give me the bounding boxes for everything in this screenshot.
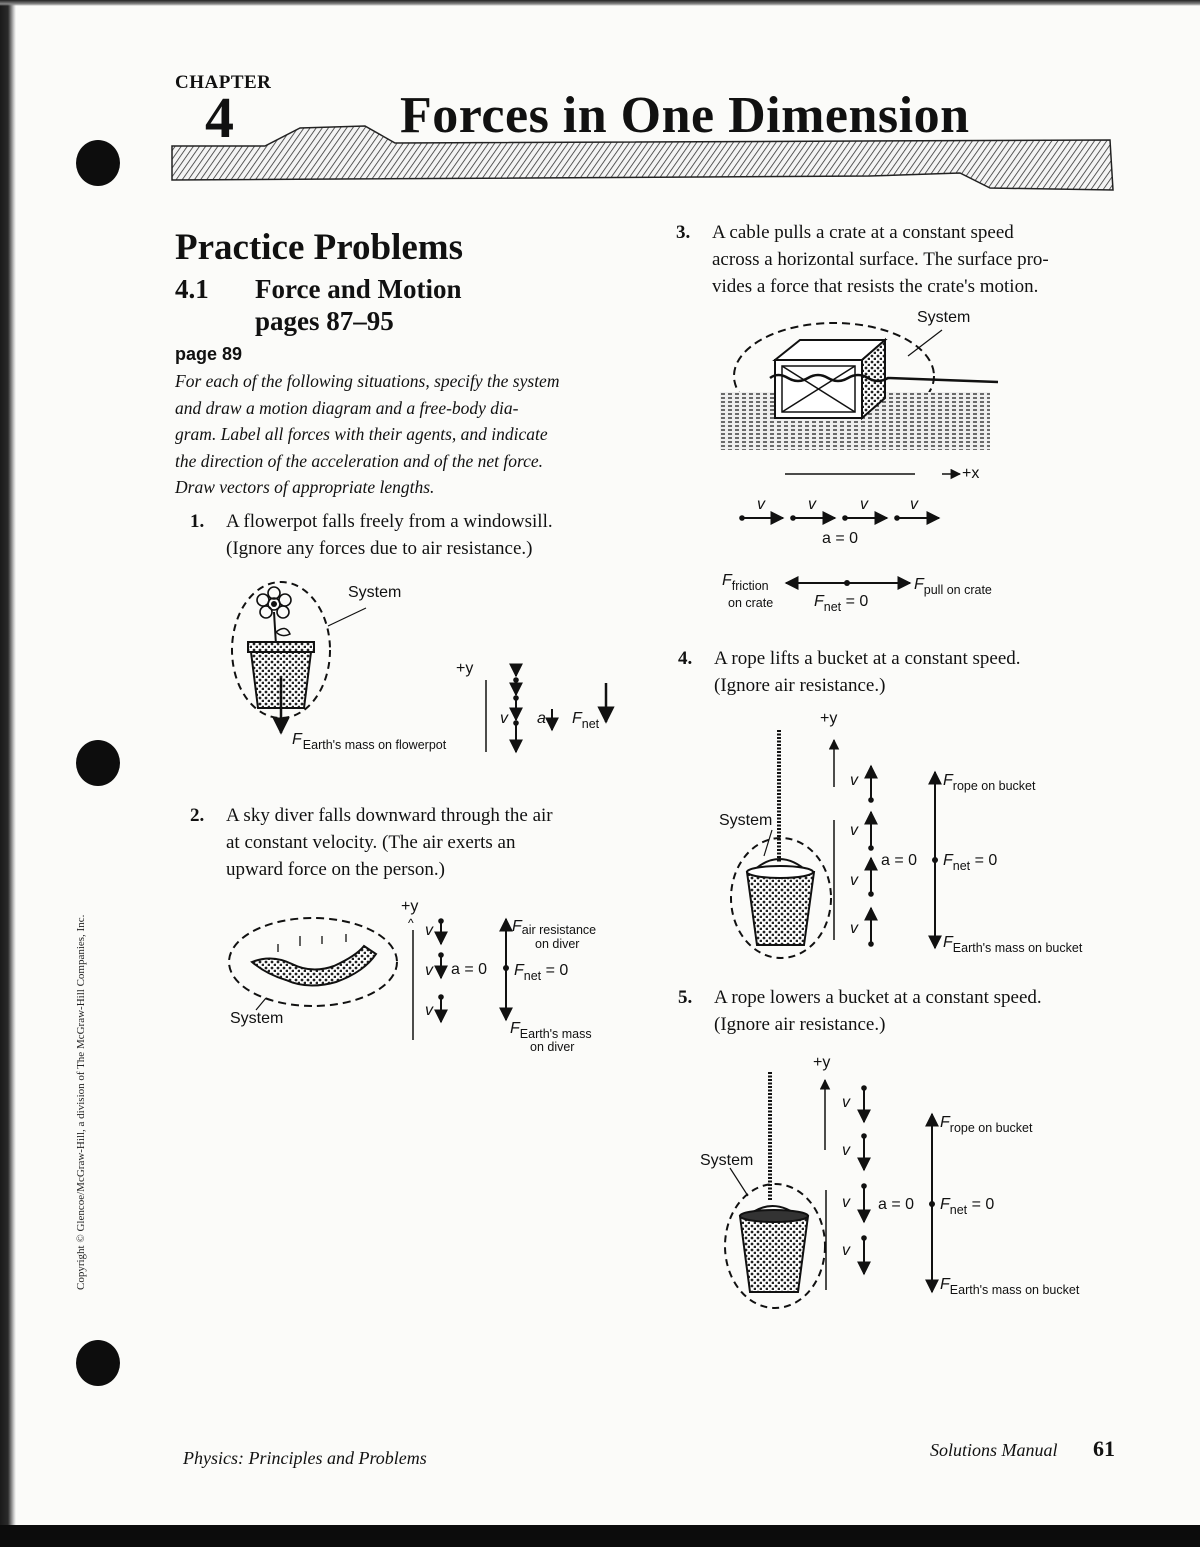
force-subscript: pull on crate [923, 583, 992, 597]
figure-5-bucket-lower [725, 1072, 935, 1308]
velocity-label: v [850, 822, 858, 839]
svg-text:^: ^ [408, 916, 414, 930]
section-title: Force and Motion [255, 274, 462, 304]
system-leader-line [256, 998, 266, 1010]
net-force-label [572, 710, 600, 731]
force-equation: = 0 [541, 962, 569, 979]
velocity-label: v [850, 872, 858, 889]
problem-line: A flowerpot falls freely from a windowsill. [226, 511, 553, 532]
force-air-label [512, 918, 596, 936]
force-earth-label [510, 1020, 592, 1041]
problem-line: A rope lowers a bucket at a constant speed. [714, 987, 1042, 1008]
motion-diagram [513, 665, 519, 752]
force-rope-label [943, 772, 1036, 793]
force-equation: = 0 [841, 593, 869, 610]
instructions-line: the direction of the acceleration and of the net force. [175, 450, 544, 471]
force-symbol: F [514, 962, 524, 979]
force-subscript: rope on bucket [952, 779, 1036, 793]
plus-x-label: +x [962, 465, 980, 482]
velocity-label: v [842, 1194, 850, 1211]
system-leader-line [908, 330, 942, 356]
force-subscript: Earth's mass on bucket [952, 941, 1083, 955]
instructions-line: and draw a motion diagram and a free-body dia- [175, 397, 519, 418]
instructions-line: For each of the following situations, specify the system [175, 371, 560, 391]
motion-diagram [739, 515, 939, 521]
force-earth-label [940, 1276, 1080, 1297]
force-symbol: F [943, 934, 953, 951]
force-subscript: Earth's mass [519, 1027, 592, 1041]
force-subscript: Earth's mass on bucket [949, 1283, 1080, 1297]
force-symbol: F [722, 572, 732, 589]
problem-number: 4. [678, 648, 693, 669]
acceleration-label: a = 0 [881, 852, 918, 869]
motion-diagram [438, 918, 444, 1022]
problem-line: (Ignore any forces due to air resistance.) [226, 538, 533, 559]
chapter-label: CHAPTER [175, 72, 272, 93]
force-symbol: F [940, 1114, 950, 1131]
acceleration-label: a [537, 710, 546, 727]
footer-book-title: Physics: Principles and Problems [183, 1448, 427, 1468]
plus-y-label: +y [456, 660, 474, 677]
velocity-label: v [842, 1142, 850, 1159]
force-symbol: F [510, 1020, 520, 1037]
figure-1-flowerpot [232, 582, 606, 752]
force-symbol: F [940, 1196, 950, 1213]
net-force-label [940, 1196, 995, 1217]
force-earth-label [943, 934, 1083, 955]
force-symbol: F [292, 731, 302, 748]
motion-diagram [861, 1085, 867, 1274]
force-friction-label [722, 572, 769, 593]
problem-number: 2. [190, 805, 205, 826]
figure-4-bucket-lift [731, 730, 938, 958]
problem-number: 1. [190, 511, 205, 532]
force-symbol: F [943, 772, 953, 789]
system-leader-line [730, 1168, 748, 1196]
force-equation: = 0 [970, 852, 998, 869]
force-subscript: net [952, 859, 971, 873]
force-subscript: friction [731, 579, 769, 593]
skydiver-icon [252, 946, 376, 986]
problem-number: 3. [676, 222, 691, 243]
velocity-label: v [425, 922, 433, 939]
force-symbol: F [940, 1276, 950, 1293]
system-label: System [348, 584, 402, 601]
net-force-label [814, 593, 869, 614]
system-label: System [917, 309, 971, 326]
force-pull-label [914, 576, 992, 597]
problem-number: 5. [678, 987, 693, 1008]
problem-line: at constant velocity. (The air exerts an [226, 832, 516, 853]
force-subscript: net [581, 717, 600, 731]
bucket-icon [747, 872, 814, 945]
system-leader-line [764, 830, 772, 856]
velocity-label: v [850, 920, 858, 937]
page-reference: page 89 [175, 344, 243, 364]
force-symbol: F [512, 918, 522, 935]
problem-line: (Ignore air resistance.) [714, 675, 886, 696]
problem-line: A sky diver falls downward through the air [226, 805, 553, 826]
velocity-label: v [842, 1094, 850, 1111]
figure-3-crate [720, 323, 998, 586]
problem-line: vides a force that resists the crate's motion. [712, 276, 1039, 297]
chapter-title: Forces in One Dimension [400, 87, 970, 144]
force-subscript: net [823, 600, 842, 614]
problem-line: (Ignore air resistance.) [714, 1014, 886, 1035]
velocity-label: v [860, 496, 868, 513]
force-subscript: rope on bucket [949, 1121, 1033, 1135]
velocity-label: v [910, 496, 918, 513]
force-subscript: net [949, 1203, 968, 1217]
system-leader-line [328, 608, 366, 626]
force-subscript-line2: on crate [728, 596, 774, 610]
velocity-label: v [850, 772, 858, 789]
velocity-label: v [425, 962, 433, 979]
bucket-icon [740, 1216, 808, 1292]
force-symbol: F [814, 593, 824, 610]
flower-icon [257, 587, 291, 645]
chapter-number: 4 [205, 85, 234, 150]
copyright-notice: Copyright © Glencoe/McGraw-Hill, a division of The McGraw-Hill Companies, Inc. [75, 914, 87, 1290]
force-equation: = 0 [967, 1196, 995, 1213]
page-number: 61 [1093, 1436, 1115, 1461]
acceleration-label: a = 0 [822, 530, 859, 547]
force-subscript-line2: on diver [530, 1040, 575, 1054]
force-earth-label [292, 731, 447, 752]
force-symbol: F [572, 710, 582, 727]
system-label: System [230, 1010, 284, 1027]
force-rope-label [940, 1114, 1033, 1135]
problem-line: upward force on the person.) [226, 859, 445, 880]
section-number: 4.1 [175, 274, 209, 304]
acceleration-label: a = 0 [451, 961, 488, 978]
net-force-label [514, 962, 569, 983]
instructions-line: Draw vectors of appropriate lengths. [175, 477, 435, 497]
footer-manual-title: Solutions Manual [930, 1440, 1058, 1460]
velocity-label: v [842, 1242, 850, 1259]
problem-line: across a horizontal surface. The surface pro- [712, 249, 1049, 270]
acceleration-label: a = 0 [878, 1196, 915, 1213]
problem-line: A cable pulls a crate at a constant speed [712, 222, 1014, 243]
motion-diagram [868, 766, 874, 947]
system-label: System [719, 812, 773, 829]
force-subscript-line2: on diver [535, 937, 580, 951]
plus-y-label: +y [401, 898, 419, 915]
force-symbol: F [943, 852, 953, 869]
force-symbol: F [914, 576, 924, 593]
velocity-label: v [500, 710, 508, 727]
page-heading: Practice Problems [175, 227, 463, 268]
problem-line: A rope lifts a bucket at a constant speed. [714, 648, 1021, 669]
velocity-label: v [808, 496, 816, 513]
force-subscript: air resistance [521, 923, 597, 937]
plus-y-label: +y [813, 1054, 831, 1071]
force-subscript: Earth's mass on flowerpot [302, 738, 447, 752]
net-force-label [943, 852, 998, 873]
velocity-label: v [425, 1002, 433, 1019]
force-subscript: net [523, 969, 542, 983]
section-pages: pages 87–95 [255, 306, 394, 336]
velocity-label: v [757, 496, 765, 513]
plus-y-label: +y [820, 710, 838, 727]
system-label: System [700, 1152, 754, 1169]
instructions-line: gram. Label all forces with their agents, and indicate [175, 424, 548, 444]
